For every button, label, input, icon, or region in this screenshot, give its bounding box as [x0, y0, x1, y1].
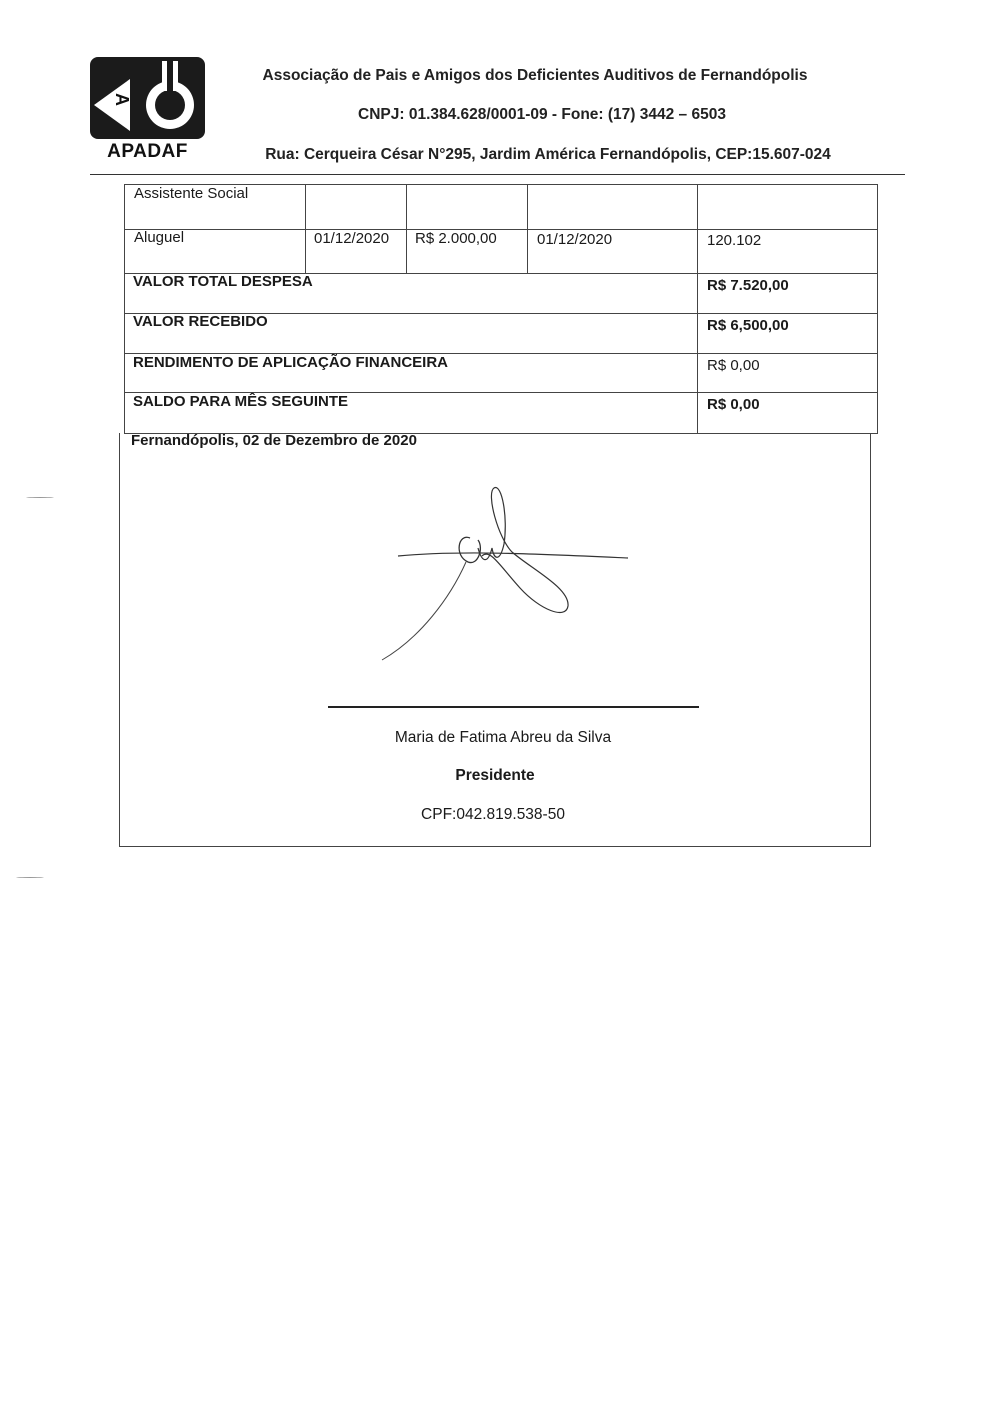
amount-received-label: VALOR RECEBIDO	[133, 313, 268, 330]
signer-cpf: CPF:042.819.538-50	[421, 806, 565, 823]
total-expense-value: R$ 7.520,00	[707, 277, 789, 294]
signer-role: Presidente	[455, 767, 535, 784]
table-row-payment-date: 01/12/2020	[537, 231, 613, 248]
total-expense-label: VALOR TOTAL DESPESA	[133, 273, 313, 290]
handwritten-signature	[370, 478, 640, 668]
scan-mark	[16, 877, 44, 879]
logo-text: APADAF	[107, 141, 188, 162]
column-divider	[697, 184, 698, 434]
table-row-amount: R$ 2.000,00	[415, 230, 497, 247]
investment-income-label: RENDIMENTO DE APLICAÇÃO FINANCEIRA	[133, 354, 449, 371]
logo-mark-icon	[90, 57, 205, 139]
table-row-description: Assistente Social	[134, 185, 249, 202]
svg-text:A: A	[112, 93, 132, 106]
place-date: Fernandópolis, 02 de Dezembro de 2020	[131, 432, 417, 449]
table-row-document: 120.102	[707, 232, 762, 249]
apadaf-logo	[90, 57, 205, 162]
signature-line	[328, 706, 699, 708]
header-divider	[90, 174, 905, 175]
column-divider	[305, 184, 306, 273]
cnpj-phone: CNPJ: 01.384.628/0001-09 - Fone: (17) 3442 – 6503	[358, 106, 726, 123]
organization-name: Associação de Pais e Amigos dos Deficientes Auditivos de Fernandópolis	[262, 67, 808, 84]
address: Rua: Cerqueira César N°295, Jardim América Fernandópolis, CEP:15.607-024	[265, 146, 831, 163]
next-month-balance-value: R$ 0,00	[707, 396, 760, 413]
signer-name: Maria de Fatima Abreu da Silva	[394, 729, 612, 746]
table-row-description: Aluguel	[134, 229, 185, 246]
next-month-balance-label: SALDO PARA MÊS SEGUINTE	[133, 393, 349, 410]
column-divider	[527, 184, 528, 273]
scan-mark	[26, 497, 54, 499]
table-row-date: 01/12/2020	[314, 230, 390, 247]
amount-received-value: R$ 6,500,00	[707, 317, 789, 334]
investment-income-value: R$ 0,00	[707, 357, 760, 374]
column-divider	[406, 184, 407, 273]
row-divider	[124, 229, 878, 230]
